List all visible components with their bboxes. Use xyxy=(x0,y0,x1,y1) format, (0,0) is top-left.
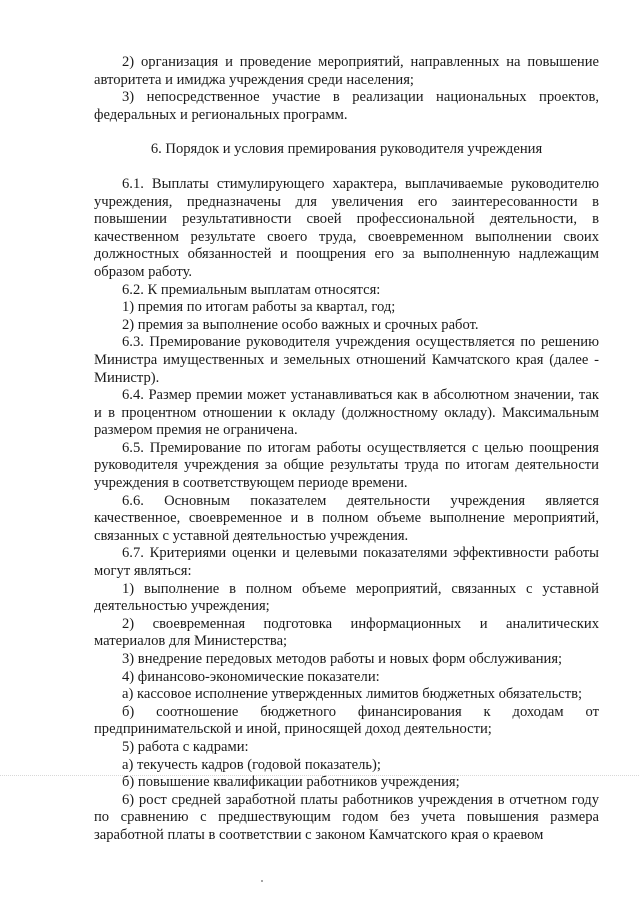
paragraph: 6.3. Премирование руководителя учреждения осуществляется по решению Министра имущественных и земельных отношений Камчатского края (далее - Министр). xyxy=(94,334,599,386)
list-item: 4) финансово-экономические показатели: xyxy=(122,668,380,685)
paragraph: 6.5. Премирование по итогам работы осуществляется с целью поощрения руководителя учреждения за общие результаты труда по итогам деятельности учреждения в соответствующем периоде времени. xyxy=(94,439,599,492)
paragraph: 6.1. Выплаты стимулирующего характера, выплачиваемые руководителю учреждения, предназначены для увеличения его заинтересованности в повышении результативности своей профессиональной деятельности, в качественном результате своего труда, своевременном выполнении своих должностных обязанностей и поощрения его за выполненную надлежащим образом работу. xyxy=(94,175,599,280)
list-item: 5) работа с кадрами: xyxy=(122,738,249,755)
list-item: 2) своевременная подготовка информационных и аналитических материалов для Министерства; xyxy=(94,615,599,650)
scan-artifact-dot xyxy=(261,880,263,882)
list-item: 1) премия по итогам работы за квартал, год; xyxy=(122,299,396,316)
paragraph: 6.2. К премиальным выплатам относятся: xyxy=(122,281,381,298)
list-item: б) соотношение бюджетного финансирования к доходам от предпринимательской и иной, приносящей доход деятельности; xyxy=(94,703,599,738)
list-item: б) повышение квалификации работников учреждения; xyxy=(122,774,460,791)
paragraph: 6.6. Основным показателем деятельности учреждения является качественное, своевременное и в полном объеме выполнение мероприятий, связанных с уставной деятельностью учреждения. xyxy=(94,492,599,544)
list-item: 2) премия за выполнение особо важных и срочных работ. xyxy=(122,316,479,333)
paragraph: 6.7. Критериями оценки и целевыми показателями эффективности работы могут являться: xyxy=(94,545,599,580)
list-item: 1) выполнение в полном объеме мероприятий, связанных с уставной деятельностью учреждения; xyxy=(94,580,599,615)
paragraph: 2) организация и проведение мероприятий, направленных на повышение авторитета и имиджа учреждения среди населения; xyxy=(94,54,599,88)
list-item: а) кассовое исполнение утвержденных лимитов бюджетных обязательств; xyxy=(122,686,583,703)
paragraph: 3) непосредственное участие в реализации национальных проектов, федеральных и региональных программ. xyxy=(94,89,599,123)
list-item: 3) внедрение передовых методов работы и новых форм обслуживания; xyxy=(122,651,563,667)
section-heading: 6. Порядок и условия премирования руководителя учреждения xyxy=(150,141,543,158)
paragraph: 6.4. Размер премии может устанавливаться как в абсолютном значении, так и в процентном отношении к окладу (должностному окладу). Максимальным размером премия не ограничена. xyxy=(94,387,599,439)
list-item: а) текучесть кадров (годовой показатель); xyxy=(122,756,381,773)
scan-artifact-line xyxy=(0,775,639,776)
list-item: 6) рост средней заработной платы работников учреждения в отчетном году по сравнению с предшествующим годом без учета повышения размера заработной платы в соответствии с законом Камчатского края о краевом xyxy=(94,791,599,843)
document-page xyxy=(94,54,599,845)
